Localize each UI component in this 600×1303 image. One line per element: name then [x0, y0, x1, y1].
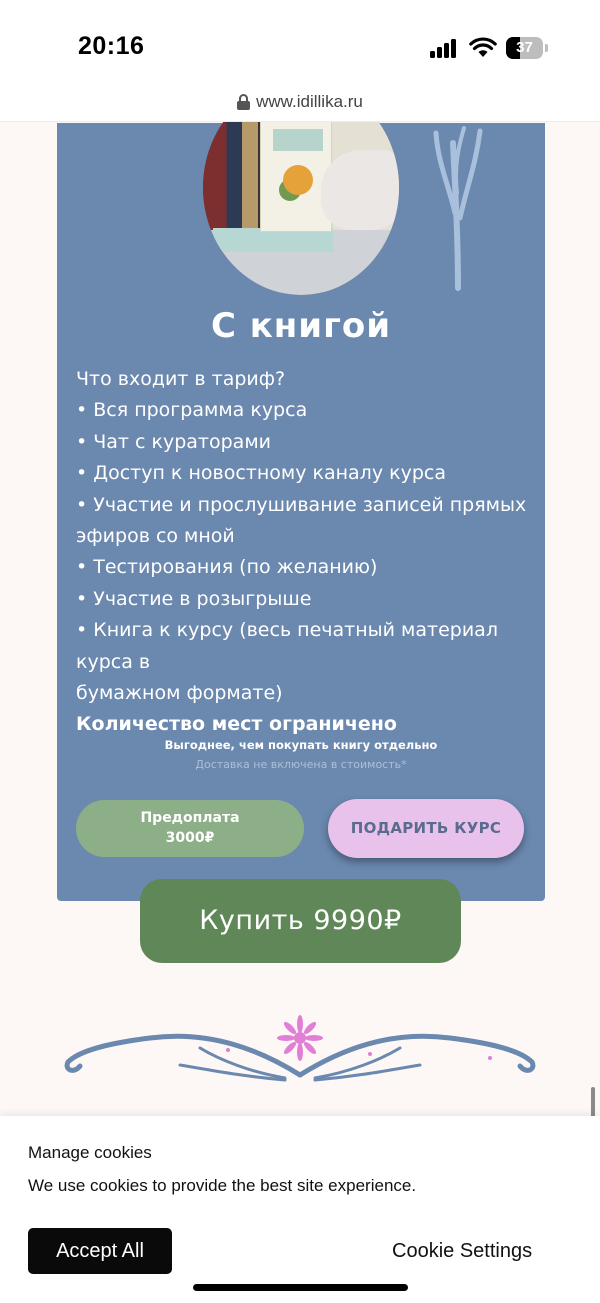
- url-text[interactable]: www.idillika.ru: [256, 92, 363, 111]
- feature-line: • Чат с кураторами: [76, 430, 272, 453]
- cookie-title: Manage cookies: [28, 1143, 152, 1162]
- flourish-ornament-icon: [60, 1010, 540, 1090]
- gift-course-button[interactable]: ПОДАРИТЬ КУРС: [328, 799, 524, 858]
- prepay-button[interactable]: [76, 800, 304, 857]
- battery-level: 37: [516, 39, 533, 56]
- feature-line: Что входит в тариф?: [76, 368, 286, 390]
- battery-icon: [506, 37, 546, 59]
- lock-icon: [237, 94, 250, 110]
- tariff-features-list: [76, 364, 546, 741]
- prepay-amount: 3000₽: [165, 830, 215, 846]
- feature-line: • Участие и прослушивание записей прямых: [76, 493, 527, 516]
- accept-all-button[interactable]: Accept All: [28, 1228, 172, 1274]
- cellular-signal-icon: [430, 38, 460, 58]
- address-bar[interactable]: [0, 88, 600, 122]
- plant-decoration-icon: [428, 123, 488, 293]
- tariff-title: С книгой: [210, 306, 392, 346]
- feature-line: • Книга к курсу (весь печатный материал курса в: [76, 619, 498, 673]
- buy-button[interactable]: Купить 9990₽: [140, 879, 461, 963]
- wifi-icon: [469, 36, 497, 58]
- cookie-banner: [0, 1116, 600, 1303]
- feature-line: • Участие в розыгрыше: [76, 587, 312, 610]
- home-indicator[interactable]: [193, 1284, 408, 1291]
- feature-line: бумажном формате): [76, 682, 283, 705]
- prepay-label: Предоплата: [140, 810, 240, 826]
- status-bar: [0, 0, 600, 92]
- delivery-note: Доставка не включена в стоимость*: [195, 758, 407, 771]
- feature-line: • Тестирования (по желанию): [76, 556, 378, 579]
- cookie-settings-button[interactable]: Cookie Settings: [392, 1240, 533, 1262]
- feature-line: • Вся программа курса: [76, 399, 308, 422]
- status-time: 20:16: [78, 32, 145, 60]
- limited-seats-text: Количество мест ограничено: [76, 713, 397, 736]
- value-note: Выгоднее, чем покупать книгу отдельно: [164, 738, 438, 752]
- feature-line: эфиров со мной: [76, 525, 235, 548]
- feature-line: • Доступ к новостному каналу курса: [76, 462, 446, 485]
- cookie-text: We use cookies to provide the best site experience.: [28, 1176, 417, 1195]
